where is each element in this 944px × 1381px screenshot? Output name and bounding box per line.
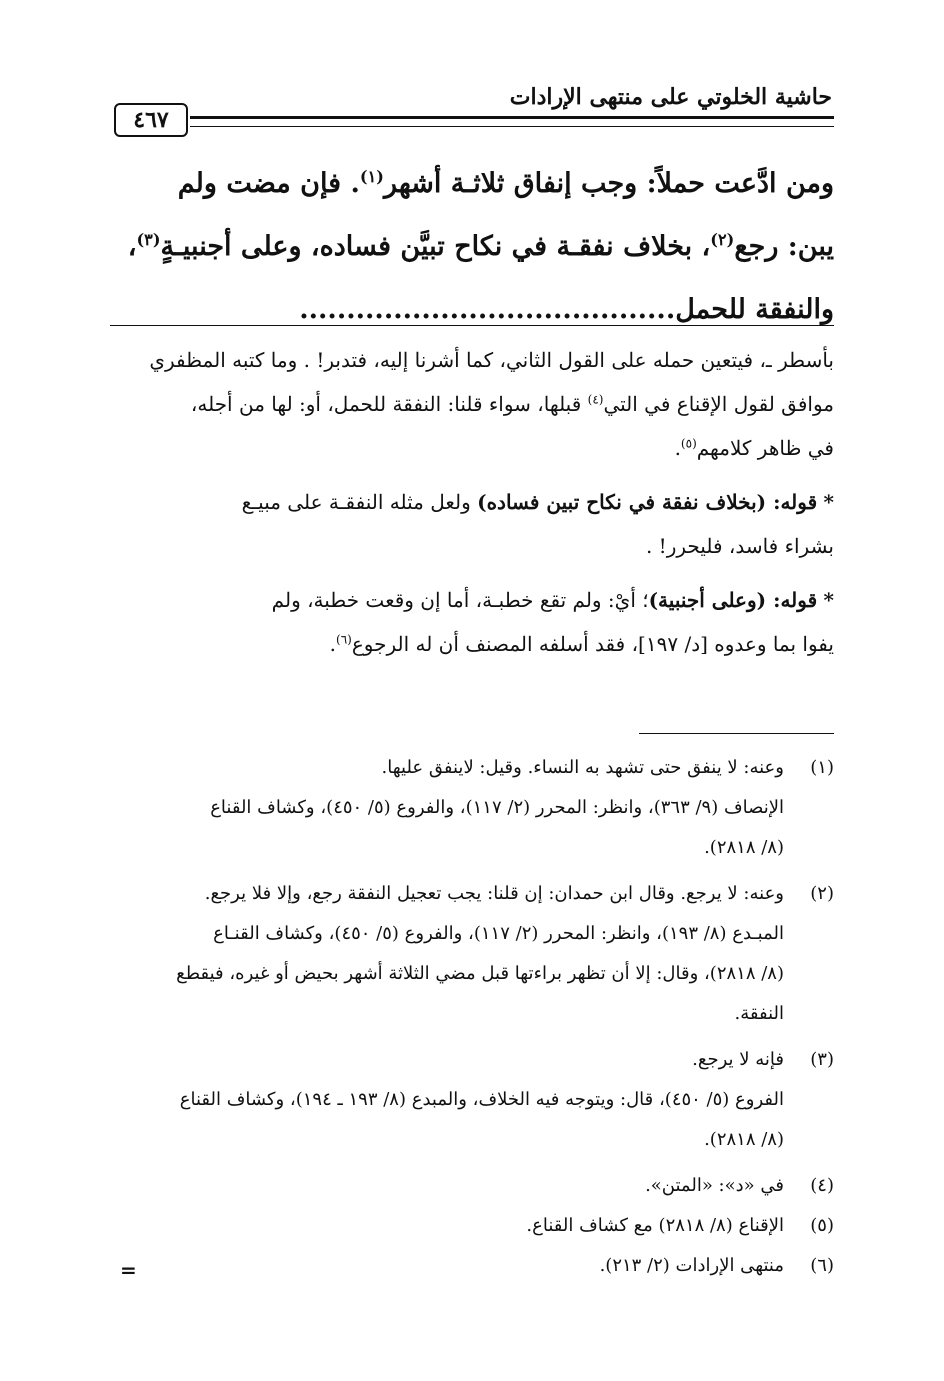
footnote-ref-6: (٦) — [336, 632, 352, 647]
main-text-separator — [110, 325, 834, 326]
footnote-separator — [639, 733, 834, 734]
footnote-number: (٦) — [810, 1255, 834, 1276]
commentary-line: بأسطر ـ، فيتعين حمله على القول الثاني، كما أشرنا إليه، فتدبر! . وما كتبه المظفري — [149, 348, 834, 372]
main-line-1: ومن ادَّعت حملاً: وجب إنفاق ثلاثـة أشهر$^{(١)}$. فإن مضت ولم — [177, 167, 834, 199]
footnote-number: (٣) — [810, 1049, 834, 1070]
page-number: ٤٦٧ — [114, 103, 188, 137]
commentary — [108, 338, 834, 666]
footnote-number: (٢) — [810, 883, 834, 904]
running-title: حاشية الخلوتي على منتهى الإرادات — [509, 84, 832, 110]
footnote-6: (٦) منتهى الإرادات (٢/ ٢١٣). — [108, 1246, 834, 1286]
leader-dots: ........................................ — [299, 294, 676, 325]
footnote-ref-1: (١) — [359, 167, 384, 186]
commentary-line: بشراء فاسد، فليحرر! . — [645, 534, 834, 558]
footnote-ref-3: (٣) — [136, 230, 161, 249]
footnote-5: (٥) الإقناع (٨/ ٢٨١٨) مع كشاف القناع. — [108, 1206, 834, 1246]
bullet-star: * — [823, 588, 834, 612]
quoted-phrase: قوله: (بخلاف نفقة في نكاح تبين فساده) — [477, 490, 818, 514]
footnote-number: (١) — [810, 757, 834, 778]
footnote-number: (٥) — [810, 1215, 834, 1236]
footnote-ref-5: (٥) — [680, 436, 697, 451]
footnote-1: (١) وعنه: لا ينفق حتى تشهد به النساء. وقيل: لاينفق عليها. الإنصاف (٩/ ٣٦٣)، وانظر: المحرر (٢/ ١١٧)، والفروع (٥/ ٤٥٠)، وكشاف القناع (٨/ ٢٨١٨). — [108, 748, 834, 868]
footnote-ref-4: (٤) — [587, 392, 604, 407]
footnote-4: (٤) في «د»: «المتن». — [108, 1166, 834, 1206]
main-line-3: والنفقة للحمل........................................ — [299, 294, 834, 325]
continuation-mark: = — [120, 1258, 137, 1282]
footnotes — [108, 748, 834, 1286]
quoted-phrase: قوله: (وعلى أجنبية) — [648, 588, 818, 612]
footnote-3: (٣) فإنه لا يرجع. الفروع (٥/ ٤٥٠)، قال: ويتوجه فيه الخلاف، والمبدع (٨/ ١٩٣ ـ ١٩٤)، وكشاف القناع (٨/ ٢٨١٨). — [108, 1040, 834, 1160]
main-text — [106, 152, 834, 341]
commentary-line: يفوا بما وعدوه [د/ ١٩٧]، فقد أسلفه المصنف أن له الرجوع$^{(٦)}$. — [329, 632, 834, 656]
bullet-star: * — [823, 490, 834, 514]
commentary-line: * قوله: (بخلاف نفقة في نكاح تبين فساده) ولعل مثله النفقـة على مبيـع — [241, 490, 834, 514]
footnote-ref-2: (٢) — [710, 230, 735, 249]
header-rule — [190, 116, 834, 127]
footnote-number: (٤) — [810, 1175, 834, 1196]
main-line-2: يبن: رجع$^{(٢)}$، بخلاف نفقـة في نكاح تبيَّن فساده، وعلى أجنبيـةٍ$^{(٣)}$، — [127, 230, 834, 262]
footnote-2: (٢) وعنه: لا يرجع. وقال ابن حمدان: إن قلنا: يجب تعجيل النفقة رجع، وإلا فلا يرجع. المبـدع (٨/ ١٩٣)، وانظر: المحرر (٢/ ١١٧)، والفروع (٥/ ٤٥٠)، وكشاف القنـاع (٨/ ٢٨١٨)، وقال: إلا أن تظهر براءتها قبل مضي الثلاثة أشهر بحيض أو غيره، فيقطع النفقة. — [108, 874, 834, 1034]
commentary-line: * قوله: (وعلى أجنبية)؛ أيْ: ولم تقع خطبـة، أما إن وقعت خطبة، ولم — [271, 588, 834, 612]
commentary-line: موافق لقول الإقناع في التي$^{(٤)}$ قبلها، سواء قلنا: النفقة للحمل، أو: لها من أجله، — [190, 392, 834, 416]
commentary-line: في ظاهر كلامهم$^{(٥)}$. — [674, 436, 834, 460]
